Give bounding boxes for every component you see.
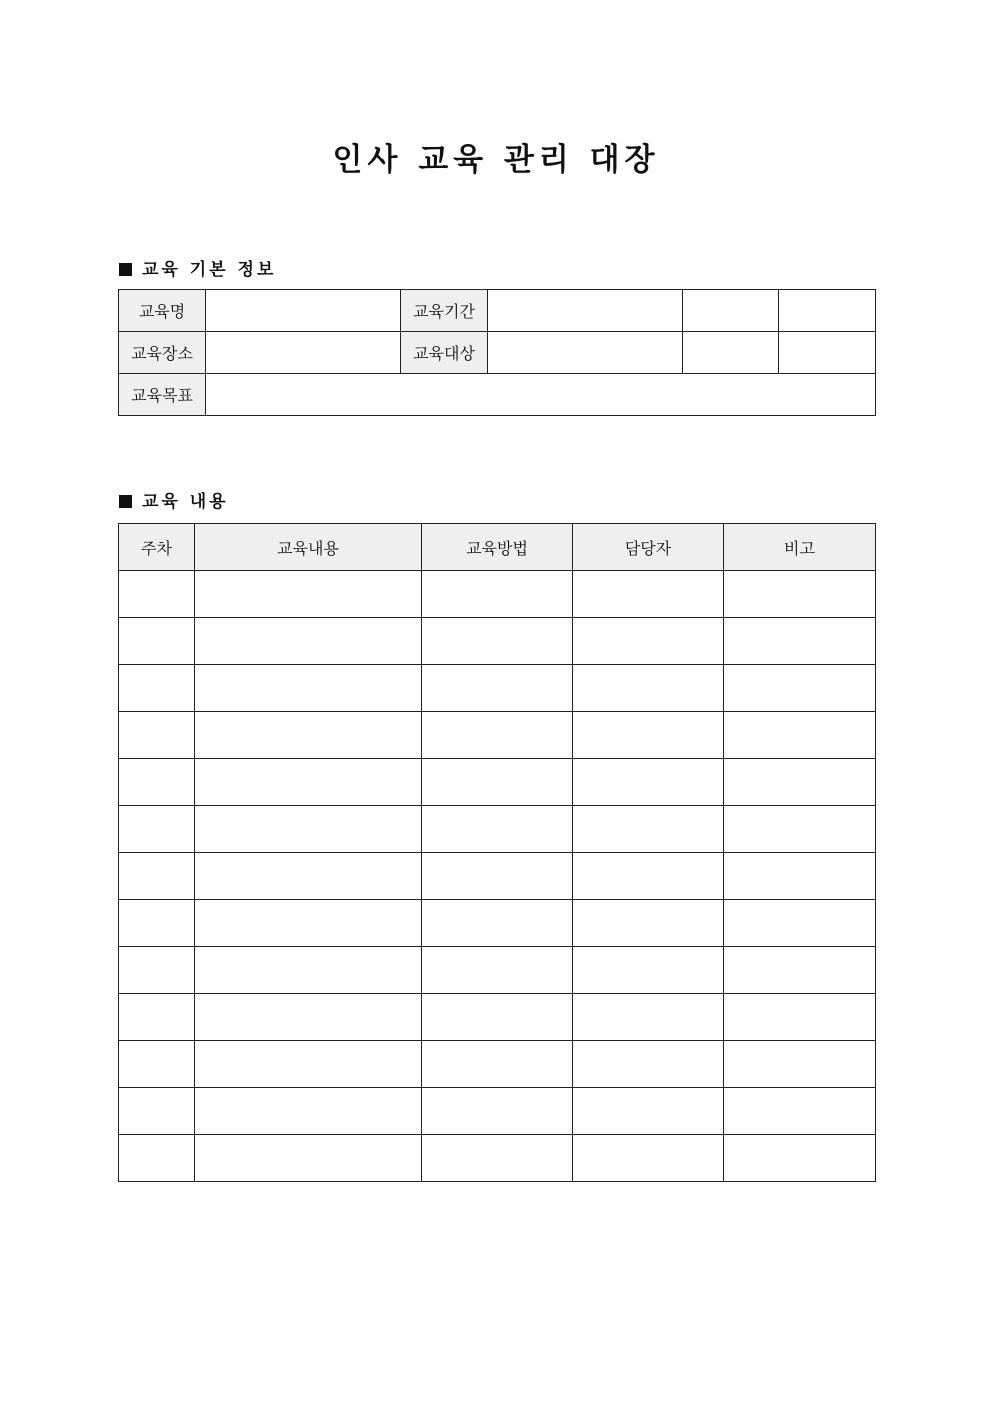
cell-content[interactable] [195, 1135, 422, 1182]
cell-manager[interactable] [573, 665, 724, 712]
table-row [119, 1041, 876, 1088]
cell-content[interactable] [195, 806, 422, 853]
basic-info-table [118, 289, 876, 416]
cell-manager[interactable] [573, 759, 724, 806]
table-row [119, 665, 876, 712]
table-row [119, 947, 876, 994]
header-row [119, 524, 876, 571]
field-education-period[interactable] [488, 290, 683, 332]
header-week: 주차 [119, 524, 195, 571]
field-education-goal[interactable] [206, 374, 876, 416]
table-row [119, 374, 876, 416]
square-bullet-icon [119, 263, 132, 276]
cell-content[interactable] [195, 1088, 422, 1135]
cell-content[interactable] [195, 759, 422, 806]
cell-manager[interactable] [573, 947, 724, 994]
cell-manager[interactable] [573, 994, 724, 1041]
label-education-target: 교육대상 [401, 332, 488, 374]
table-row [119, 806, 876, 853]
cell-manager[interactable] [573, 1088, 724, 1135]
square-bullet-icon [119, 495, 132, 508]
cell-manager[interactable] [573, 853, 724, 900]
table-row [119, 618, 876, 665]
cell-method[interactable] [422, 712, 573, 759]
header-method: 교육방법 [422, 524, 573, 571]
table-row [119, 853, 876, 900]
cell-method[interactable] [422, 665, 573, 712]
cell-method[interactable] [422, 759, 573, 806]
field-education-name[interactable] [206, 290, 401, 332]
cell-note[interactable] [724, 1088, 876, 1135]
cell-content[interactable] [195, 665, 422, 712]
cell-week[interactable] [119, 665, 195, 712]
cell-manager[interactable] [573, 900, 724, 947]
cell-method[interactable] [422, 571, 573, 618]
table-row [119, 1135, 876, 1182]
cell-method[interactable] [422, 1088, 573, 1135]
field-extra-1[interactable] [683, 290, 779, 332]
cell-note[interactable] [724, 665, 876, 712]
cell-note[interactable] [724, 712, 876, 759]
field-extra-4[interactable] [779, 332, 876, 374]
cell-week[interactable] [119, 618, 195, 665]
table-row [119, 994, 876, 1041]
section-basic-info-heading: 교육 기본 정보 [119, 255, 276, 280]
cell-week[interactable] [119, 712, 195, 759]
cell-note[interactable] [724, 947, 876, 994]
cell-content[interactable] [195, 571, 422, 618]
cell-content[interactable] [195, 1041, 422, 1088]
cell-method[interactable] [422, 947, 573, 994]
header-note: 비고 [724, 524, 876, 571]
cell-week[interactable] [119, 806, 195, 853]
cell-manager[interactable] [573, 618, 724, 665]
cell-note[interactable] [724, 1041, 876, 1088]
cell-content[interactable] [195, 712, 422, 759]
table-row [119, 290, 876, 332]
cell-content[interactable] [195, 900, 422, 947]
cell-manager[interactable] [573, 1135, 724, 1182]
table-row [119, 571, 876, 618]
cell-note[interactable] [724, 994, 876, 1041]
label-education-period: 교육기간 [401, 290, 488, 332]
table-row [119, 712, 876, 759]
section-content-heading: 교육 내용 [119, 487, 229, 512]
table-row [119, 1088, 876, 1135]
cell-week[interactable] [119, 853, 195, 900]
header-manager: 담당자 [573, 524, 724, 571]
cell-week[interactable] [119, 1135, 195, 1182]
cell-method[interactable] [422, 806, 573, 853]
cell-week[interactable] [119, 994, 195, 1041]
cell-note[interactable] [724, 1135, 876, 1182]
cell-note[interactable] [724, 806, 876, 853]
cell-content[interactable] [195, 947, 422, 994]
cell-method[interactable] [422, 994, 573, 1041]
field-extra-2[interactable] [779, 290, 876, 332]
cell-content[interactable] [195, 994, 422, 1041]
cell-method[interactable] [422, 900, 573, 947]
cell-week[interactable] [119, 947, 195, 994]
table-row [119, 900, 876, 947]
cell-note[interactable] [724, 571, 876, 618]
cell-note[interactable] [724, 618, 876, 665]
cell-method[interactable] [422, 1041, 573, 1088]
label-education-name: 교육명 [119, 290, 206, 332]
label-education-goal: 교육목표 [119, 374, 206, 416]
cell-note[interactable] [724, 759, 876, 806]
cell-content[interactable] [195, 853, 422, 900]
label-education-location: 교육장소 [119, 332, 206, 374]
cell-method[interactable] [422, 618, 573, 665]
field-education-target[interactable] [488, 332, 683, 374]
field-education-location[interactable] [206, 332, 401, 374]
cell-manager[interactable] [573, 1041, 724, 1088]
cell-manager[interactable] [573, 712, 724, 759]
page-title: 인사 교육 관리 대장 [332, 142, 660, 178]
cell-note[interactable] [724, 900, 876, 947]
cell-week[interactable] [119, 759, 195, 806]
cell-method[interactable] [422, 1135, 573, 1182]
header-content: 교육내용 [195, 524, 422, 571]
table-row [119, 759, 876, 806]
table-row [119, 332, 876, 374]
cell-week[interactable] [119, 900, 195, 947]
field-extra-3[interactable] [683, 332, 779, 374]
cell-note[interactable] [724, 853, 876, 900]
cell-manager[interactable] [573, 806, 724, 853]
cell-manager[interactable] [573, 571, 724, 618]
cell-content[interactable] [195, 618, 422, 665]
content-table [118, 523, 876, 1182]
cell-week[interactable] [119, 571, 195, 618]
cell-week[interactable] [119, 1041, 195, 1088]
cell-method[interactable] [422, 853, 573, 900]
cell-week[interactable] [119, 1088, 195, 1135]
